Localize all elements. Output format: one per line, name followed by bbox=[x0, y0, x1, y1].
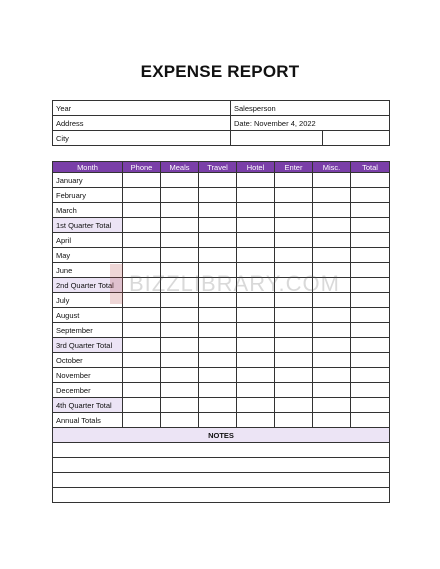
amount-cell[interactable] bbox=[199, 323, 237, 338]
column-header-month: Month bbox=[53, 162, 123, 173]
amount-cell[interactable] bbox=[313, 263, 351, 278]
page-title: EXPENSE REPORT bbox=[140, 62, 300, 81]
row-label: March bbox=[53, 203, 123, 218]
amount-cell[interactable] bbox=[237, 218, 275, 233]
amount-cell[interactable] bbox=[161, 383, 199, 398]
amount-cell[interactable] bbox=[199, 278, 237, 293]
amount-cell[interactable] bbox=[351, 323, 390, 338]
amount-cell[interactable] bbox=[275, 368, 313, 383]
amount-cell[interactable] bbox=[237, 383, 275, 398]
amount-cell[interactable] bbox=[161, 353, 199, 368]
amount-cell[interactable] bbox=[237, 203, 275, 218]
notes-line-field[interactable] bbox=[53, 443, 390, 458]
table-row bbox=[53, 173, 390, 188]
amount-cell[interactable] bbox=[199, 293, 237, 308]
amount-cell[interactable] bbox=[199, 308, 237, 323]
amount-cell[interactable] bbox=[123, 308, 161, 323]
amount-cell[interactable] bbox=[123, 368, 161, 383]
amount-cell[interactable] bbox=[199, 383, 237, 398]
column-header-total: Total bbox=[351, 162, 390, 173]
amount-cell[interactable] bbox=[237, 278, 275, 293]
amount-cell[interactable] bbox=[123, 173, 161, 188]
amount-cell[interactable] bbox=[351, 173, 390, 188]
amount-cell[interactable] bbox=[313, 278, 351, 293]
row-label: January bbox=[53, 173, 123, 188]
amount-cell[interactable] bbox=[199, 218, 237, 233]
amount-cell[interactable] bbox=[351, 263, 390, 278]
amount-cell[interactable] bbox=[313, 353, 351, 368]
amount-cell[interactable] bbox=[237, 308, 275, 323]
amount-cell[interactable] bbox=[237, 248, 275, 263]
amount-cell[interactable] bbox=[275, 263, 313, 278]
table-row bbox=[53, 263, 390, 278]
amount-cell[interactable] bbox=[313, 218, 351, 233]
amount-cell[interactable] bbox=[237, 338, 275, 353]
row-label: September bbox=[53, 323, 123, 338]
amount-cell[interactable] bbox=[275, 398, 313, 413]
amount-cell[interactable] bbox=[237, 293, 275, 308]
amount-cell[interactable] bbox=[351, 233, 390, 248]
quarter-total-row bbox=[53, 338, 390, 353]
amount-cell[interactable] bbox=[313, 338, 351, 353]
amount-cell[interactable] bbox=[161, 398, 199, 413]
quarter-total-row bbox=[53, 218, 390, 233]
amount-cell[interactable] bbox=[123, 383, 161, 398]
amount-cell[interactable] bbox=[237, 233, 275, 248]
table-row bbox=[53, 368, 390, 383]
table-row bbox=[53, 308, 390, 323]
notes-line bbox=[53, 458, 390, 473]
amount-cell[interactable] bbox=[199, 233, 237, 248]
amount-cell[interactable] bbox=[237, 323, 275, 338]
amount-cell[interactable] bbox=[351, 278, 390, 293]
amount-cell[interactable] bbox=[199, 338, 237, 353]
quarter-total-row bbox=[53, 398, 390, 413]
row-label: February bbox=[53, 188, 123, 203]
amount-cell[interactable] bbox=[161, 218, 199, 233]
amount-cell[interactable] bbox=[237, 368, 275, 383]
amount-cell[interactable] bbox=[351, 248, 390, 263]
row-label: Annual Totals bbox=[53, 413, 123, 428]
row-label: August bbox=[53, 308, 123, 323]
amount-cell[interactable] bbox=[313, 188, 351, 203]
notes-line bbox=[53, 488, 390, 503]
amount-cell[interactable] bbox=[275, 338, 313, 353]
table-row bbox=[53, 233, 390, 248]
row-label: May bbox=[53, 248, 123, 263]
expense-table bbox=[52, 161, 390, 503]
amount-cell[interactable] bbox=[275, 248, 313, 263]
amount-cell[interactable] bbox=[313, 173, 351, 188]
info-row-year bbox=[53, 101, 390, 116]
amount-cell[interactable] bbox=[123, 218, 161, 233]
amount-cell[interactable] bbox=[237, 188, 275, 203]
amount-cell[interactable] bbox=[351, 398, 390, 413]
amount-cell[interactable] bbox=[199, 263, 237, 278]
row-label: October bbox=[53, 353, 123, 368]
table-row bbox=[53, 248, 390, 263]
amount-cell[interactable] bbox=[123, 338, 161, 353]
amount-cell[interactable] bbox=[351, 338, 390, 353]
amount-cell[interactable] bbox=[351, 308, 390, 323]
table-row bbox=[53, 188, 390, 203]
amount-cell[interactable] bbox=[161, 293, 199, 308]
table-row bbox=[53, 203, 390, 218]
column-header-enter: Enter bbox=[275, 162, 313, 173]
amount-cell[interactable] bbox=[161, 188, 199, 203]
amount-cell[interactable] bbox=[275, 188, 313, 203]
notes-line bbox=[53, 443, 390, 458]
amount-cell[interactable] bbox=[123, 188, 161, 203]
amount-cell[interactable] bbox=[313, 413, 351, 428]
amount-cell[interactable] bbox=[275, 323, 313, 338]
amount-cell[interactable] bbox=[275, 278, 313, 293]
amount-cell[interactable] bbox=[313, 323, 351, 338]
amount-cell[interactable] bbox=[351, 218, 390, 233]
quarter-total-row bbox=[53, 278, 390, 293]
amount-cell[interactable] bbox=[313, 293, 351, 308]
column-header-travel: Travel bbox=[199, 162, 237, 173]
amount-cell[interactable] bbox=[237, 173, 275, 188]
amount-cell[interactable] bbox=[313, 398, 351, 413]
row-label: November bbox=[53, 368, 123, 383]
amount-cell[interactable] bbox=[161, 413, 199, 428]
notes-line bbox=[53, 473, 390, 488]
amount-cell[interactable] bbox=[275, 203, 313, 218]
notes-title: NOTES bbox=[53, 428, 390, 443]
table-row bbox=[53, 383, 390, 398]
amount-cell[interactable] bbox=[123, 353, 161, 368]
row-label: July bbox=[53, 293, 123, 308]
date-field[interactable]: Date: November 4, 2022 bbox=[231, 116, 390, 131]
amount-cell[interactable] bbox=[351, 413, 390, 428]
row-label: 3rd Quarter Total bbox=[53, 338, 123, 353]
amount-cell[interactable] bbox=[275, 173, 313, 188]
notes-header-row bbox=[53, 428, 390, 443]
amount-cell[interactable] bbox=[199, 188, 237, 203]
amount-cell[interactable] bbox=[351, 353, 390, 368]
salesperson-field[interactable]: Salesperson bbox=[231, 101, 390, 116]
column-header-hotel: Hotel bbox=[237, 162, 275, 173]
amount-cell[interactable] bbox=[123, 413, 161, 428]
amount-cell[interactable] bbox=[123, 323, 161, 338]
city-field[interactable]: City bbox=[53, 131, 231, 146]
amount-cell[interactable] bbox=[313, 383, 351, 398]
row-label: 2nd Quarter Total bbox=[53, 278, 123, 293]
address-field[interactable]: Address bbox=[53, 116, 231, 131]
amount-cell[interactable] bbox=[161, 233, 199, 248]
amount-cell[interactable] bbox=[351, 383, 390, 398]
row-label: December bbox=[53, 383, 123, 398]
info-row-city bbox=[53, 131, 390, 146]
table-row bbox=[53, 293, 390, 308]
amount-cell[interactable] bbox=[123, 263, 161, 278]
amount-cell[interactable] bbox=[313, 203, 351, 218]
amount-cell[interactable] bbox=[313, 233, 351, 248]
amount-cell[interactable] bbox=[199, 353, 237, 368]
row-label: April bbox=[53, 233, 123, 248]
amount-cell[interactable] bbox=[161, 173, 199, 188]
row-label: 1st Quarter Total bbox=[53, 218, 123, 233]
amount-cell[interactable] bbox=[161, 248, 199, 263]
row-label: 4th Quarter Total bbox=[53, 398, 123, 413]
amount-cell[interactable] bbox=[123, 398, 161, 413]
amount-cell[interactable] bbox=[237, 413, 275, 428]
amount-cell[interactable] bbox=[199, 413, 237, 428]
amount-cell[interactable] bbox=[275, 383, 313, 398]
info-table bbox=[52, 100, 390, 146]
year-field[interactable]: Year bbox=[53, 101, 231, 116]
row-label: June bbox=[53, 263, 123, 278]
amount-cell[interactable] bbox=[351, 203, 390, 218]
amount-cell[interactable] bbox=[237, 353, 275, 368]
amount-cell[interactable] bbox=[161, 278, 199, 293]
notes-line-field[interactable] bbox=[53, 458, 390, 473]
amount-cell[interactable] bbox=[123, 293, 161, 308]
amount-cell[interactable] bbox=[123, 278, 161, 293]
amount-cell[interactable] bbox=[351, 293, 390, 308]
city-extra-field[interactable] bbox=[231, 131, 323, 146]
amount-cell[interactable] bbox=[161, 263, 199, 278]
amount-cell[interactable] bbox=[199, 248, 237, 263]
amount-cell[interactable] bbox=[199, 368, 237, 383]
amount-cell[interactable] bbox=[351, 368, 390, 383]
amount-cell[interactable] bbox=[199, 203, 237, 218]
amount-cell[interactable] bbox=[351, 188, 390, 203]
amount-cell[interactable] bbox=[123, 248, 161, 263]
table-row bbox=[53, 323, 390, 338]
amount-cell[interactable] bbox=[161, 323, 199, 338]
amount-cell[interactable] bbox=[199, 173, 237, 188]
watermark-text: BIZZLIBRARY.COM bbox=[128, 271, 340, 296]
amount-cell[interactable] bbox=[123, 233, 161, 248]
amount-cell[interactable] bbox=[275, 413, 313, 428]
amount-cell[interactable] bbox=[161, 203, 199, 218]
table-body bbox=[53, 173, 390, 503]
city-extra-field-2[interactable] bbox=[323, 131, 390, 146]
amount-cell[interactable] bbox=[123, 203, 161, 218]
amount-cell[interactable] bbox=[275, 293, 313, 308]
amount-cell[interactable] bbox=[313, 248, 351, 263]
column-header-phone: Phone bbox=[123, 162, 161, 173]
column-header-meals: Meals bbox=[161, 162, 199, 173]
column-header-misc: Misc. bbox=[313, 162, 351, 173]
amount-cell[interactable] bbox=[199, 398, 237, 413]
amount-cell[interactable] bbox=[237, 398, 275, 413]
amount-cell[interactable] bbox=[313, 308, 351, 323]
table-row bbox=[53, 353, 390, 368]
amount-cell[interactable] bbox=[275, 218, 313, 233]
amount-cell[interactable] bbox=[161, 308, 199, 323]
amount-cell[interactable] bbox=[275, 233, 313, 248]
table-header-row bbox=[53, 162, 390, 173]
notes-line-field[interactable] bbox=[53, 473, 390, 488]
amount-cell[interactable] bbox=[275, 308, 313, 323]
info-row-address bbox=[53, 116, 390, 131]
amount-cell[interactable] bbox=[275, 353, 313, 368]
table-row bbox=[53, 413, 390, 428]
amount-cell[interactable] bbox=[313, 368, 351, 383]
amount-cell[interactable] bbox=[161, 338, 199, 353]
amount-cell[interactable] bbox=[161, 368, 199, 383]
amount-cell[interactable] bbox=[237, 263, 275, 278]
notes-line-field[interactable] bbox=[53, 488, 390, 503]
